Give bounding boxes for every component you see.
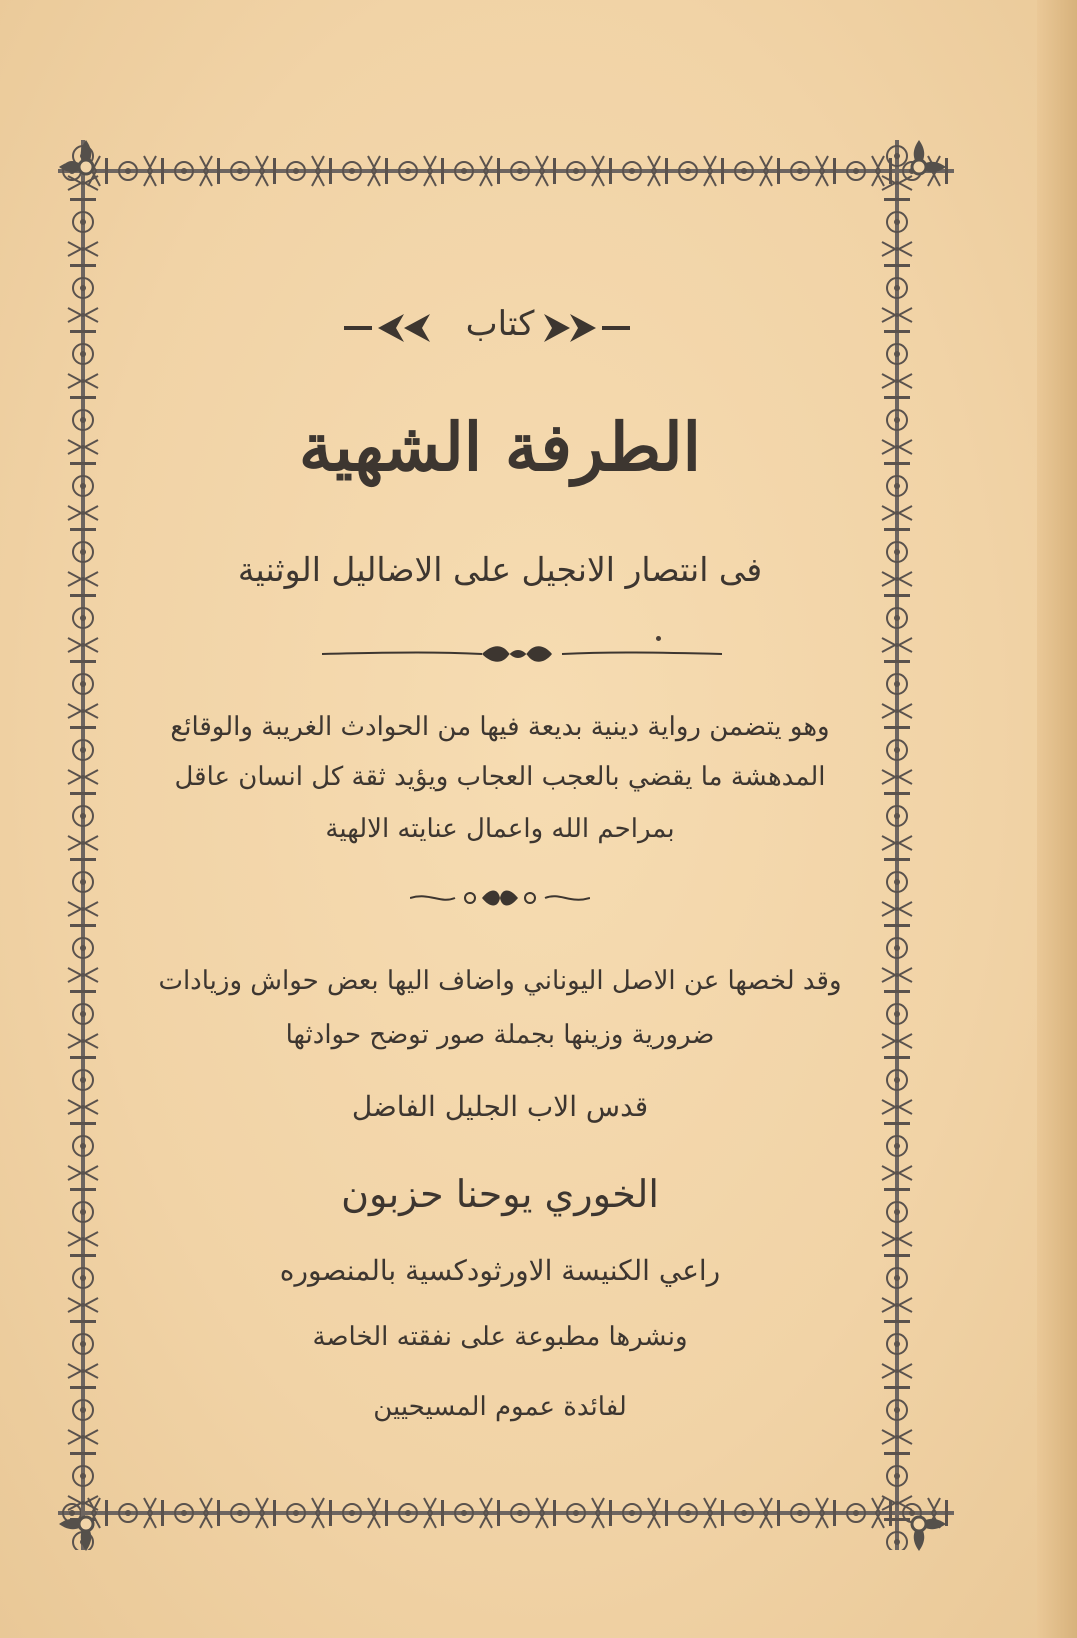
corner-fleuron-icon <box>888 1493 950 1555</box>
book-title: الطرفة الشهية <box>299 408 701 486</box>
scroll-divider-icon <box>322 642 722 666</box>
description-line-1: وهو يتضمن رواية دينية بديعة فيها من الحوادث الغريبة والوقائع <box>170 712 830 742</box>
bottom-border-ornament <box>58 1490 954 1536</box>
author-role: راعي الكنيسة الاورثودكسية بالمنصوره <box>279 1254 721 1287</box>
book-spine-edge <box>1037 0 1077 1638</box>
small-scroll-divider-icon <box>410 888 590 908</box>
honorific: قدس الاب الجليل الفاضل <box>351 1090 649 1123</box>
corner-fleuron-icon <box>888 136 950 198</box>
top-border-ornament <box>58 148 954 194</box>
book-label: كتاب <box>465 304 535 344</box>
dedication: لفائدة عموم المسيحيين <box>373 1392 627 1422</box>
corner-fleuron-icon <box>55 136 117 198</box>
corner-fleuron-icon <box>55 1493 117 1555</box>
right-border-ornament <box>874 140 920 1550</box>
publication-note: ونشرها مطبوعة على نفقته الخاصة <box>312 1322 688 1352</box>
author-name: الخوري يوحنا حزبون <box>341 1172 659 1216</box>
description-line-2: المدهشة ما يقضي بالعجب العجاب ويؤيد ثقة كل انسان عاقل <box>174 762 826 792</box>
left-border-ornament <box>60 140 106 1550</box>
adaptation-line-1: وقد لخصها عن الاصل اليوناني واضاف اليها بعض حواش وزيادات <box>158 966 842 996</box>
adaptation-line-2: ضرورية وزينها بجملة صور توضح حوادثها <box>285 1020 715 1050</box>
book-subtitle: فى انتصار الانجيل على الاضاليل الوثنية <box>237 550 763 589</box>
description-line-3: بمراحم الله واعمال عنايته الالهية <box>325 814 675 844</box>
ink-dot <box>656 636 661 641</box>
